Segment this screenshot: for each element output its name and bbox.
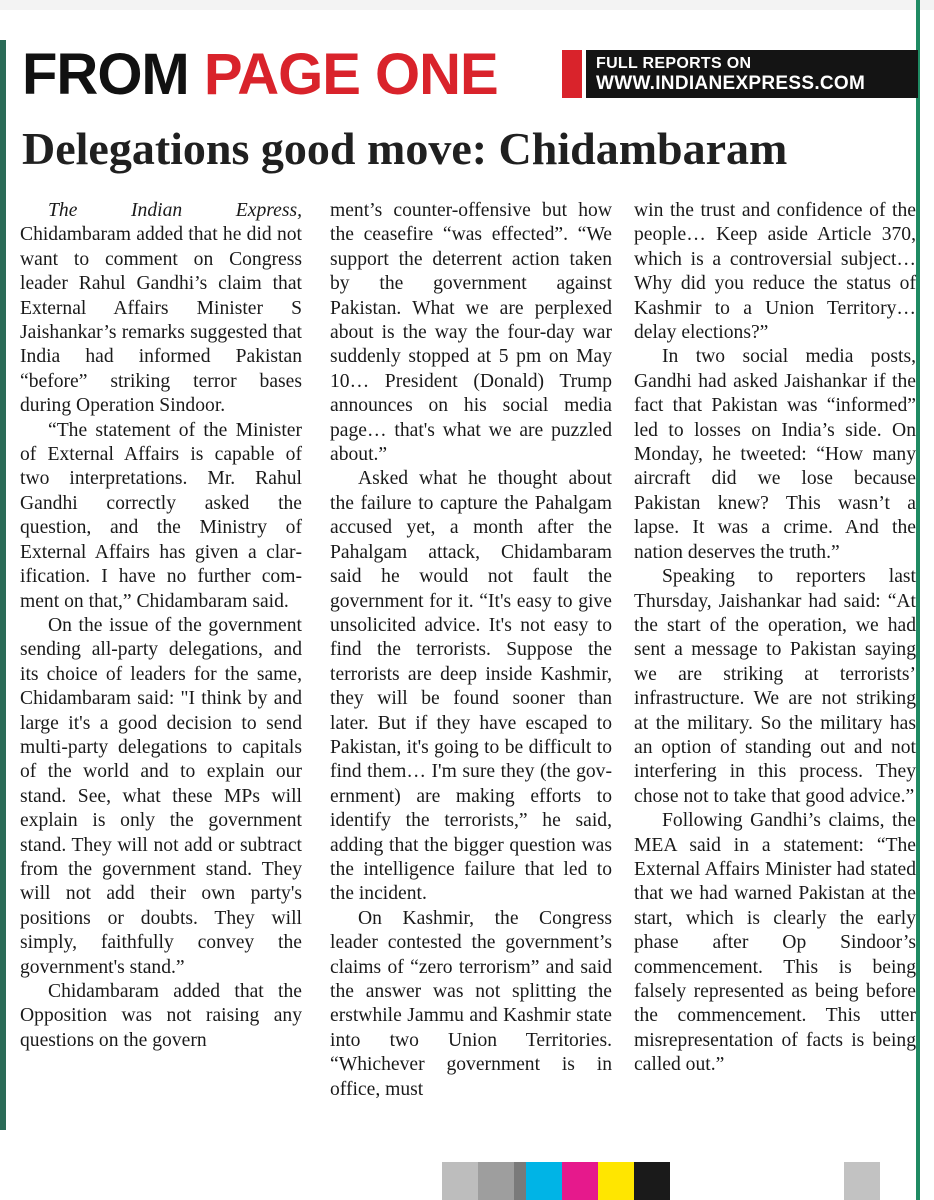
paragraph: In two social media posts, Gandhi had asked Jaishankar if the fact that Pakistan was “informed” led to losses on India’s side. On Monday, he tweeted: “How many aircraft did we lose because Pakistan knew? This wasn’t a lapse. It was a crime. And the nation deserves the truth.” (634, 346, 916, 563)
promo-url: WWW.INDIANEXPRESS.COM (596, 73, 866, 94)
color-swatch-gray-3 (514, 1162, 526, 1200)
kicker-page-one: PAGE ONE (203, 42, 498, 107)
paragraph-continued: ment’s counter-offensive but how the ceasefire “was effected”. “We support the deterrent action taken by the government against Pakistan. What we are perplexed about is the way the four-day war suddenly stopped at 5 pm on May 10… President (Donald) Trump announces on his social media page… that's what we are puzzled about.” (330, 200, 612, 466)
promo-label: FULL REPORTS ON (596, 55, 752, 72)
paragraph: “The statement of the Minister of External Affairs is capable of two interpretations. Mr. Rahul Gandhi correctly asked the question, and the Ministry of External Affairs has given a clarification. I have no further comment on that,” Chidambaram said. (20, 419, 302, 612)
kicker-from: FROM (22, 42, 204, 107)
color-swatch-yellow (598, 1162, 634, 1200)
paragraph: On Kashmir, the Congress leader contested the government’s claims of “zero terrorism” and said the answer was not splitting the erstwhile Jammu and Kashmir state into two Union Territories. “Whichever government is in office, must (330, 907, 612, 1100)
color-swatch-magenta (562, 1162, 598, 1200)
color-swatch-cyan (526, 1162, 562, 1200)
color-swatch-gray-1 (442, 1162, 478, 1200)
article-column-2 (330, 199, 612, 1102)
article-column-3 (634, 199, 916, 1078)
right-margin-rule (916, 0, 920, 1200)
article-body (20, 199, 916, 1149)
color-swatch-black (634, 1162, 670, 1200)
color-swatch-gray-2 (478, 1162, 514, 1200)
promo-box (586, 50, 918, 98)
article-column-1 (20, 199, 302, 1053)
left-margin-rule (0, 40, 6, 1130)
paragraph: Following Gandhi’s claims, the MEA said in a statement: “The External Affairs Minister had stated that we had warned Pakistan at the start, which is clearly the early phase after Op Sindoor’s commencement. This is being falsely represented as being before the commencement. This utter misrepresentation of facts is being called out.” (634, 810, 916, 1076)
paragraph: Chidambaram added that the Opposition was not raising any questions on the govern (20, 981, 302, 1051)
paragraph: On the issue of the government sending all-party delegations, and its choice of leaders for the same, Chidambaram said: "I think by and large it's a good decision to send multi-party delegations to capitals of the world and to explain our stand. See, what these MPs will explain is only the government stand. They will not add or subtract from the government stand. They will not add their own party's positions or doubts. They will simply, faithfully convey the government's stand.” (20, 614, 302, 978)
previous-page-strip (0, 0, 934, 10)
paragraph-text: Chidambaram added that he did not want to comment on Congress leader Rahul Gandhi’s claim that External Affairs Minister S Jaishankar’s remarks suggested that India had informed Pakistan “before” striking terror bases during Operation Sindoor. (20, 224, 302, 417)
publication-name: The Indian Express, (48, 200, 302, 221)
paragraph (20, 199, 302, 419)
paragraph: Speaking to reporters last Thursday, Jaishankar had said: “At the start of the operation, we had sent a message to Pakistan saying we are striking at terrorists’ infrastructure. We are not striking at the military. So the military has an option of standing out and not interfering in this process. They chose not to take that good advice.” (634, 566, 916, 807)
paragraph-continued: win the trust and confidence of the people… Keep aside Article 370, which is a controversial subject… Why did you reduce the status of Kashmir to a Union Territory… delay elections?” (634, 200, 916, 344)
color-swatch-gray-4 (844, 1162, 880, 1200)
section-header (22, 44, 912, 108)
paragraph: Asked what he thought about the failure to capture the Pahalgam accused yet, a month after the Pahalgam attack, Chidambaram said he would not fault the government for it. “It's easy to give unsolicited advice. It's not easy to find the terrorists. Suppose the terrorists are deep inside Kashmir, they will be found sooner than later. But if they have escaped to Pakistan, it's going to be difficult to find them… I'm sure they (the government) are making efforts to identify the terrorists,” he said, adding that the bigger question was the intelligence failure that led to the incident. (330, 468, 612, 905)
promo-red-bar (562, 50, 582, 98)
article-headline: Delegations good move: Chidambaram (22, 123, 788, 174)
section-kicker (22, 44, 498, 106)
registration-color-bar (0, 1162, 934, 1200)
full-reports-promo (562, 50, 918, 98)
